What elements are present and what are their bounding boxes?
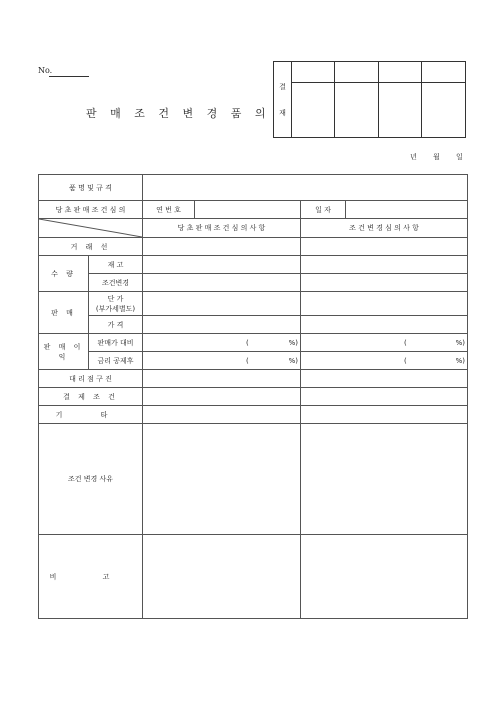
customer-label: 거 래 선 [39, 238, 143, 256]
year-label: 년 [410, 153, 418, 161]
vat-separate-text: (부가세별도) [95, 304, 136, 313]
vs-sales-price-changed[interactable] [301, 334, 468, 352]
price-original[interactable] [143, 316, 301, 334]
after-interest-label: 금리 공제후 [89, 352, 143, 370]
customer-changed[interactable] [301, 238, 468, 256]
approval-label-1: 결 [279, 82, 286, 91]
other-label: 기 타 [39, 406, 143, 424]
changed-column-header: 조 건 변 경 심 의 사 항 [301, 219, 468, 238]
agency-area-changed[interactable] [301, 370, 468, 388]
price-label: 가 격 [89, 316, 143, 334]
approver-sign-cell[interactable] [335, 83, 378, 137]
approval-box [273, 61, 466, 138]
pct-close: %) [288, 356, 298, 365]
unit-price-label [89, 292, 143, 316]
stock-label: 재 고 [89, 256, 143, 274]
approver-title-cell[interactable] [422, 62, 465, 83]
change-reason-label: 조건 변경 사유 [39, 424, 143, 535]
approver-title-cell[interactable] [292, 62, 335, 83]
other-changed[interactable] [301, 406, 468, 424]
condition-change-label: 조건변경 [89, 274, 143, 292]
quantity-label: 수 량 [39, 256, 89, 292]
condition-change-original[interactable] [143, 274, 301, 292]
remarks-label: 비 고 [39, 535, 143, 619]
month-label: 월 [433, 153, 441, 161]
unit-price-changed[interactable] [301, 292, 468, 316]
item-spec-label: 품 명 및 규 격 [39, 175, 143, 201]
approver-sign-cell[interactable] [292, 83, 335, 137]
sales-label: 판 매 [39, 292, 89, 334]
pct-close: %) [455, 338, 465, 347]
change-reason-changed[interactable] [301, 424, 468, 535]
vs-sales-price-label: 판매가 대비 [89, 334, 143, 352]
unit-price-original[interactable] [143, 292, 301, 316]
change-reason-original[interactable] [143, 424, 301, 535]
price-changed[interactable] [301, 316, 468, 334]
item-spec-value[interactable] [143, 175, 468, 201]
approver-sign-cell[interactable] [379, 83, 422, 137]
sales-condition-form [38, 174, 468, 619]
payment-terms-original[interactable] [143, 388, 301, 406]
after-interest-changed[interactable] [301, 352, 468, 370]
agency-area-label: 대 리 점 구 진 [39, 370, 143, 388]
pct-open: ( [246, 356, 249, 365]
payment-terms-changed[interactable] [301, 388, 468, 406]
other-original[interactable] [143, 406, 301, 424]
remarks-changed[interactable] [301, 535, 468, 619]
date-field-label: 일 자 [301, 201, 346, 219]
approver-title-cell[interactable] [335, 62, 378, 83]
unit-price-text: 단 가 [107, 294, 124, 303]
customer-original[interactable] [143, 238, 301, 256]
pct-close: %) [288, 338, 298, 347]
remarks-original[interactable] [143, 535, 301, 619]
pct-open: ( [246, 338, 249, 347]
document-date [410, 152, 476, 162]
serial-no-label: 연 번 호 [143, 201, 195, 219]
payment-terms-label: 결 제 조 건 [39, 388, 143, 406]
condition-change-changed[interactable] [301, 274, 468, 292]
pct-close: %) [455, 356, 465, 365]
document-number-label: No. [38, 66, 53, 75]
day-label: 일 [456, 153, 464, 161]
stock-original[interactable] [143, 256, 301, 274]
diagonal-cell [39, 219, 143, 238]
current-conditions-label: 당 초 판 매 조 건 심 의 [39, 201, 143, 219]
after-interest-original[interactable] [143, 352, 301, 370]
sales-profit-label: 판 매 이 익 [39, 334, 89, 370]
approver-title-cell[interactable] [379, 62, 422, 83]
vs-sales-price-original[interactable] [143, 334, 301, 352]
document-number-field[interactable] [49, 76, 89, 77]
document-title: 판 매 조 건 변 경 품 의 [86, 107, 271, 120]
approval-label-2: 재 [279, 108, 286, 117]
pct-open: ( [404, 356, 407, 365]
original-column-header: 당 초 판 매 조 건 심 의 사 항 [143, 219, 301, 238]
serial-no-value[interactable] [195, 201, 301, 219]
agency-area-original[interactable] [143, 370, 301, 388]
approver-sign-cell[interactable] [422, 83, 465, 137]
approval-label [274, 62, 292, 137]
pct-open: ( [404, 338, 407, 347]
date-field-value[interactable] [346, 201, 468, 219]
stock-changed[interactable] [301, 256, 468, 274]
